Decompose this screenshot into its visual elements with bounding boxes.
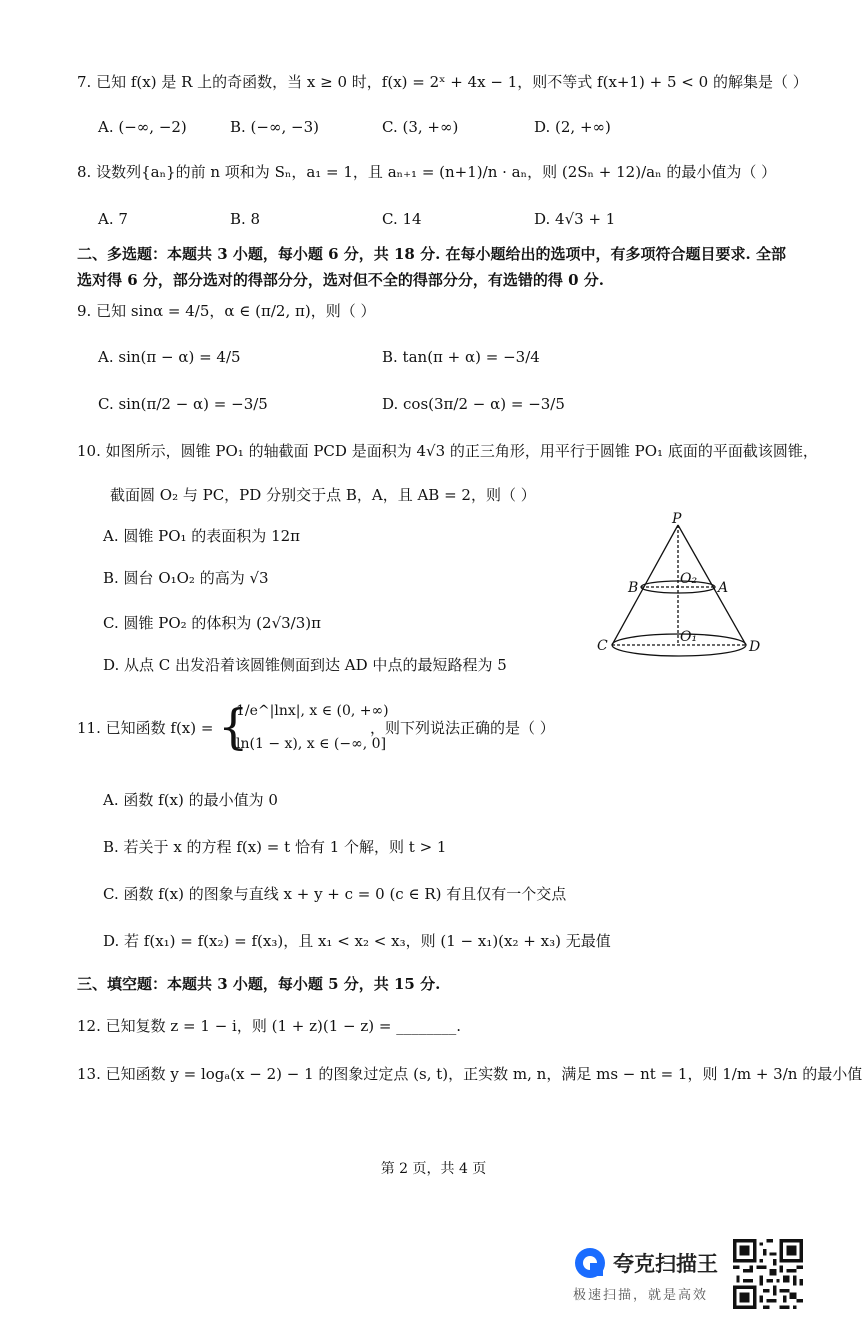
cone-figure [590,510,770,670]
question-8-stem: 8. 设数列{aₙ}的前 n 项和为 Sₙ，a₁ = 1，且 aₙ₊₁ = (n+1)/n · aₙ，则 (2Sₙ + 12)/aₙ 的最小值为（ ） [77,163,777,181]
q10-option-c: C. 圆锥 PO₂ 的体积为 (2√3/3)π [103,614,321,632]
q11-piecewise-brace: { [218,699,249,755]
brand-slogan: 极速扫描，就是高效 [573,1288,709,1303]
section-3-heading: 三、填空题：本题共 3 小题，每小题 5 分，共 15 分. [77,975,441,993]
q9-option-b: B. tan(π + α) = −3/4 [382,348,540,366]
q7-option-d: D. (2, +∞) [534,118,611,136]
q9-option-c: C. sin(π/2 − α) = −3/5 [98,395,268,413]
q10-option-a: A. 圆锥 PO₁ 的表面积为 12π [103,527,301,545]
page-number: 第 2 页，共 4 页 [380,1161,487,1177]
question-11-stem-prefix: 11. 已知函数 f(x) = [77,719,214,737]
q8-option-c: C. 14 [382,210,422,228]
label-a: A [718,580,729,596]
cone-edge-left [612,525,678,645]
q11-option-d: D. 若 f(x₁) = f(x₂) = f(x₃)，且 x₁ < x₂ < x₃，则 (1 − x₁)(x₂ + x₃) 无最值 [103,932,611,950]
label-b: B [628,580,639,596]
section-2-heading-cont: 选对得 6 分，部分选对的得部分分，选对但不全的得部分分，有选错的得 0 分. [77,271,604,289]
label-c: C [597,638,608,654]
question-11-stem-suffix: ，则下列说法正确的是（ ） [370,719,555,737]
label-d: D [749,639,761,655]
q10-option-d: D. 从点 C 出发沿着该圆锥侧面到达 AD 中点的最短路程为 5 [103,656,507,674]
label-o2: O₂ [680,571,698,587]
q7-option-a: A. (−∞, −2) [98,118,187,136]
q11-option-c: C. 函数 f(x) 的图象与直线 x + y + c = 0 (c ∈ R) 有且仅有一个交点 [103,885,567,903]
question-10-stem-cont: 截面圆 O₂ 与 PC，PD 分别交于点 B，A，且 AB = 2，则（ ） [110,486,536,504]
q11-case-2: ln(1 − x), x ∈ (−∞, 0] [236,736,387,752]
q8-option-d: D. 4√3 + 1 [534,210,616,228]
question-10-stem: 10. 如图所示，圆锥 PO₁ 的轴截面 PCD 是面积为 4√3 的正三角形，用平行于圆锥 PO₁ 底面的平面截该圆锥， [77,442,818,460]
question-9-stem: 9. 已知 sinα = 4/5，α ∈ (π/2, π)，则（ ） [77,302,376,320]
section-2-heading: 二、多选题：本题共 3 小题，每小题 6 分，共 18 分. 在每小题给出的选项中，有多项符合题目要求. 全部 [77,245,786,263]
question-13-stem: 13. 已知函数 y = logₐ(x − 2) − 1 的图象过定点 (s, t)，正实数 m, n，满足 ms − nt = 1，则 1/m + 3/n 的最小值 [77,1065,863,1083]
q7-option-b: B. (−∞, −3) [230,118,319,136]
label-o1: O₁ [680,629,698,645]
q9-option-a: A. sin(π − α) = 4/5 [98,348,241,366]
q11-option-b: B. 若关于 x 的方程 f(x) = t 恰有 1 个解，则 t > 1 [103,838,447,856]
q9-option-d: D. cos(3π/2 − α) = −3/5 [382,395,565,413]
label-p: P [672,511,682,527]
question-7-stem: 7. 已知 f(x) 是 R 上的奇函数，当 x ≥ 0 时，f(x) = 2ˣ + 4x − 1，则不等式 f(x+1) + 5 < 0 的解集是（ ） [77,73,808,91]
brand-name: 夸克扫描王 [613,1252,718,1276]
qr-code-icon [733,1239,803,1309]
q11-option-a: A. 函数 f(x) 的最小值为 0 [103,791,278,809]
q11-case-1: 1/e^|lnx|, x ∈ (0, +∞) [236,703,389,719]
q10-option-b: B. 圆台 O₁O₂ 的高为 √3 [103,569,269,587]
quark-logo-icon [573,1246,607,1280]
q8-option-a: A. 7 [98,210,128,228]
question-12-stem: 12. 已知复数 z = 1 − i，则 (1 + z)(1 − z) = ________. [77,1017,461,1035]
q7-option-c: C. (3, +∞) [382,118,459,136]
q8-option-b: B. 8 [230,210,261,228]
